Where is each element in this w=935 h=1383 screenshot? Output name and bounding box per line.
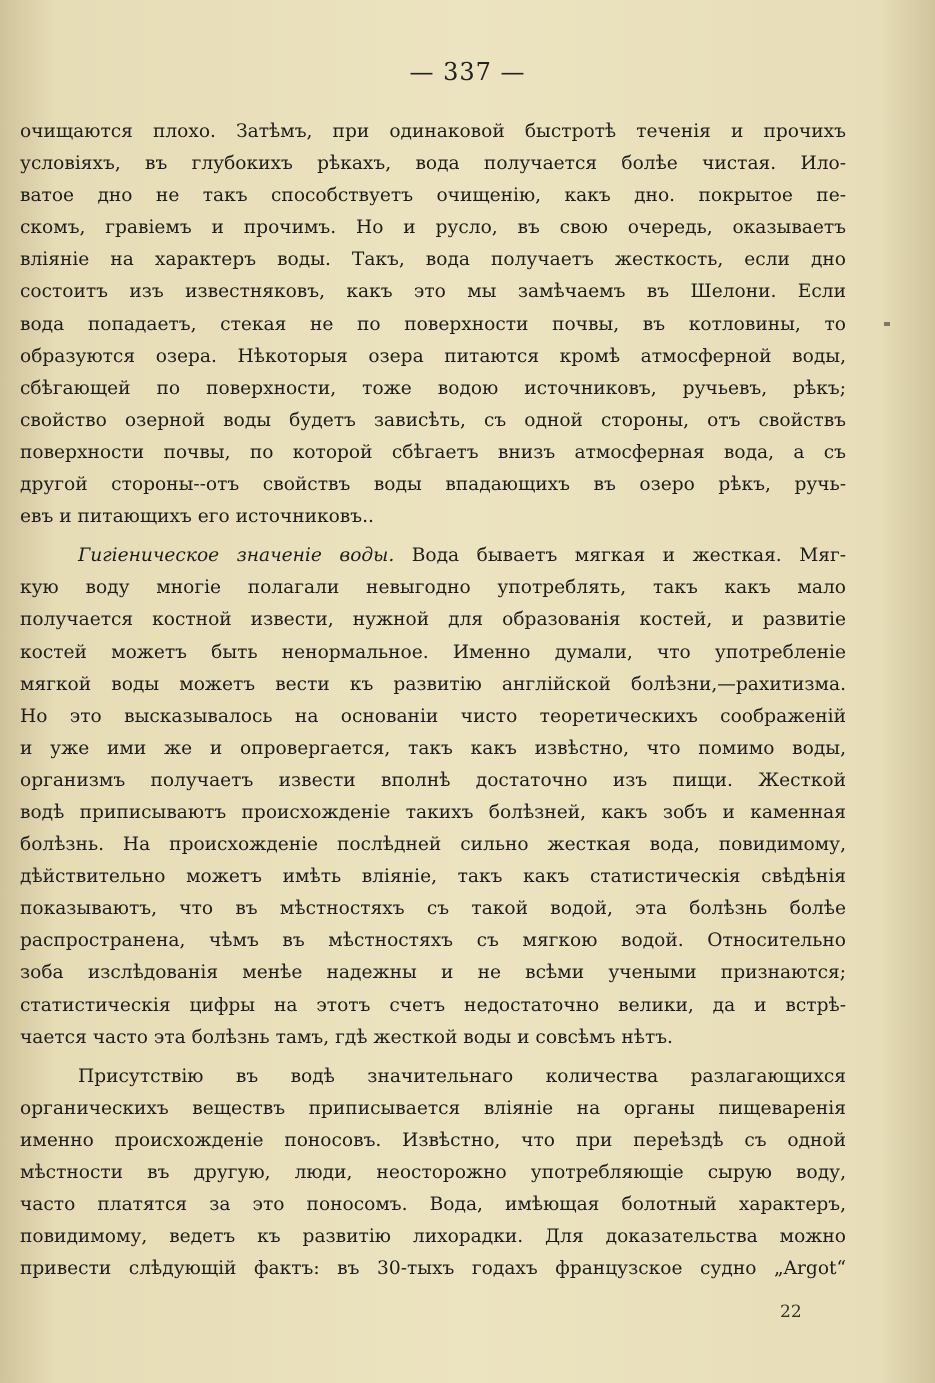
text-line: вода попадаетъ, стекая не по поверхности почвы, въ котловины, то xyxy=(20,313,846,335)
text-line: привести слѣдующій фактъ: въ 30-тыхъ годахъ французское судно „Argot“ xyxy=(20,1258,846,1280)
text-line: повидимому, ведетъ къ развитію лихорадки. Для доказательства можно xyxy=(20,1226,846,1248)
text-line: распространена, чѣмъ въ мѣстностяхъ съ мягкою водой. Относительно xyxy=(20,930,846,952)
text-line: часто платятся за это поносомъ. Вода, имѣющая болотный характеръ, xyxy=(20,1194,846,1216)
text-line: образуются озера. Нѣкоторыя озера питаются кромѣ атмосферной воды, xyxy=(20,345,846,367)
margin-mark xyxy=(884,322,890,326)
text-line: другой стороны--отъ свойствъ воды впадающихъ въ озеро рѣкъ, ручь- xyxy=(20,474,846,496)
text-line: вліяніе на характеръ воды. Такъ, вода получаетъ жесткость, если дно xyxy=(20,249,846,271)
text-line: зоба изслѣдованія менѣе надежны и не всѣми учеными признаются; xyxy=(20,962,846,984)
signature-mark: 22 xyxy=(780,1302,802,1322)
text-line: евъ и питающихъ его источниковъ.. xyxy=(20,506,374,528)
text-line: чается часто эта болѣзнь тамъ, гдѣ жесткой воды и совсѣмъ нѣтъ. xyxy=(20,1026,673,1048)
paragraph-first-line: Присутствію въ водѣ значительнаго количества разлагающихся xyxy=(78,1065,846,1087)
text-line: скомъ, гравіемъ и прочимъ. Но и русло, въ свою очередь, оказываетъ xyxy=(20,217,846,239)
text-line: сбѣгающей по поверхности, тоже водою источниковъ, ручьевъ, рѣкъ; xyxy=(20,377,846,399)
text-line: ватое дно не такъ способствуетъ очищенію, какъ дно. покрытое пе- xyxy=(20,185,846,207)
section-heading-italic: Гигіеническое значеніе воды. xyxy=(78,545,395,567)
text-line: получается костной извести, нужной для образованія костей, и развитіе xyxy=(20,609,846,631)
text-fragment: Вода бываетъ мягкая и жесткая. Мяг- xyxy=(394,545,846,567)
text-line: условіяхъ, въ глубокихъ рѣкахъ, вода получается болѣе чистая. Ило- xyxy=(20,153,846,175)
body-text xyxy=(20,116,846,1285)
text-line: очищаются плохо. Затѣмъ, при одинаковой быстротѣ теченія и прочихъ xyxy=(20,121,846,142)
text-line: мѣстности въ другую, люди, неосторожно употребляющіе сырую воду, xyxy=(20,1162,846,1183)
text-line: свойство озерной воды будетъ зависѣть, съ одной стороны, отъ свойствъ xyxy=(20,409,846,431)
text-line: и уже ими же и опровергается, такъ какъ извѣстно, что помимо воды, xyxy=(20,737,846,759)
text-line: состоитъ изъ известняковъ, какъ это мы замѣчаемъ въ Шелони. Если xyxy=(20,281,846,303)
page-number: — 337 — xyxy=(409,58,526,86)
text-line: болѣзнь. На происхожденіе послѣдней сильно жесткая вода, повидимому, xyxy=(20,834,846,856)
paragraph-first-line xyxy=(20,540,846,572)
text-line: Но это высказывалось на основаніи чисто теоретическихъ соображеній xyxy=(20,705,846,727)
text-line: статистическія цифры на этотъ счетъ недостаточно велики, да и встрѣ- xyxy=(20,994,846,1016)
text-line: органическихъ веществъ приписывается вліяніе на органы пищеваренія xyxy=(20,1097,846,1119)
text-line: поверхности почвы, по которой сбѣгаетъ внизъ атмосферная вода, а съ xyxy=(20,441,846,463)
text-line: именно происхожденіе поносовъ. Извѣстно, что при переѣздѣ съ одной xyxy=(20,1129,846,1151)
text-line: дѣйствительно можетъ имѣть вліяніе, такъ какъ статистическія свѣдѣнія xyxy=(20,866,846,888)
text-line: организмъ получаетъ извести вполнѣ достаточно изъ пищи. Жесткой xyxy=(20,769,846,791)
text-line: кую воду многіе полагали невыгодно употреблять, такъ какъ мало xyxy=(20,577,846,599)
text-line: костей можетъ быть ненормальное. Именно думали, что употребленіе xyxy=(20,641,846,663)
text-line: показываютъ, что въ мѣстностяхъ съ такой водой, эта болѣзнь болѣе xyxy=(20,898,846,920)
text-line: мягкой воды можетъ вести къ развитію англійской болѣзни,—рахитизма. xyxy=(20,673,846,695)
text-line: водѣ приписываютъ происхожденіе такихъ болѣзней, какъ зобъ и каменная xyxy=(20,801,846,823)
